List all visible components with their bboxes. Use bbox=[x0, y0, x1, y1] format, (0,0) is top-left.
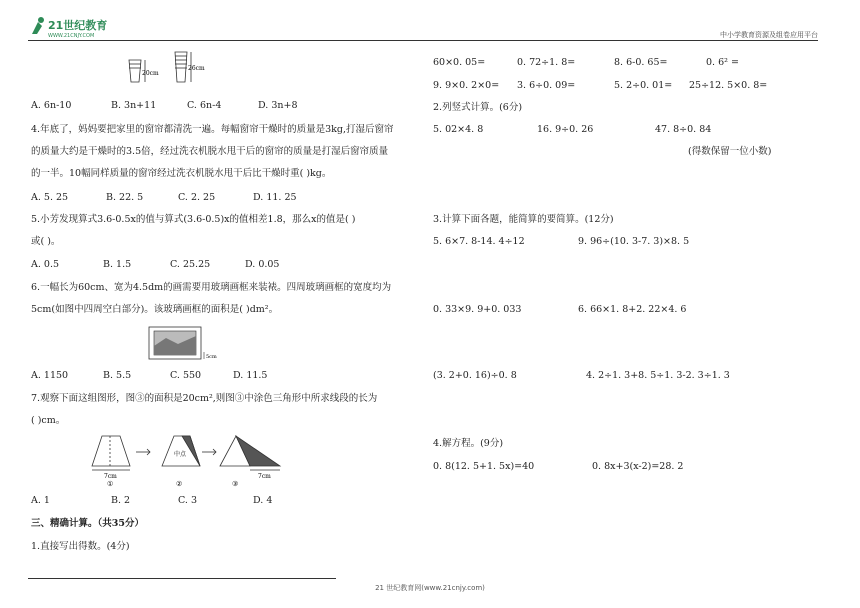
cups-figure bbox=[125, 48, 205, 94]
q5-line-2: 或( )。 bbox=[31, 236, 61, 247]
oral-1-1: 60×0. 05= bbox=[433, 57, 486, 68]
q3-option-b[interactable]: B. 3n+11 bbox=[111, 100, 157, 111]
q4-option-a[interactable]: A. 5. 25 bbox=[31, 192, 69, 203]
equation-2: 0. 8x+3(x-2)=28. 2 bbox=[592, 461, 684, 472]
q5-option-c[interactable]: C. 25.25 bbox=[170, 259, 211, 270]
footer-text: 21 世纪教育网(www.21cnjy.com) bbox=[375, 584, 485, 592]
vertical-note: (得数保留一位小数) bbox=[688, 146, 772, 157]
q5-line-1: 5.小芳发现算式3.6-0.5x的值与算式(3.6-0.5)x的值相差1.8，那么x的值是( ) bbox=[31, 214, 356, 225]
frame-figure bbox=[148, 326, 228, 366]
logo-text: 21世纪教育 bbox=[48, 19, 108, 32]
q4-option-b[interactable]: B. 22. 5 bbox=[106, 192, 144, 203]
footer-divider bbox=[28, 578, 336, 579]
vertical-2: 16. 9÷0. 26 bbox=[537, 124, 594, 135]
q4-option-c[interactable]: C. 2. 25 bbox=[178, 192, 216, 203]
calc-q1-title: 1.直接写出得数。(4分) bbox=[31, 541, 130, 552]
calc-q2-title: 2.列竖式计算。(6分) bbox=[433, 102, 523, 113]
oral-2-4: 25÷12. 5×0. 8= bbox=[689, 80, 768, 91]
q4-line-1: 4.年底了，妈妈要把家里的窗帘都清洗一遍。每幅窗帘干燥时的质量是3kg,打湿后窗帘 bbox=[31, 124, 394, 135]
q6-line-1: 6.一幅长为60cm、宽为4.5dm的画需要用玻璃画框来装裱。四周玻璃画框的宽度均为 bbox=[31, 282, 392, 293]
oral-2-3: 5. 2÷0. 01= bbox=[614, 80, 673, 91]
q6-option-c[interactable]: C. 550 bbox=[170, 370, 202, 381]
q7-option-d[interactable]: D. 4 bbox=[253, 495, 273, 506]
q7-option-b[interactable]: B. 2 bbox=[111, 495, 131, 506]
oral-2-1: 9. 9×0. 2×0= bbox=[433, 80, 500, 91]
q6-option-a[interactable]: A. 1150 bbox=[31, 370, 69, 381]
oral-1-3: 8. 6-0. 65= bbox=[614, 57, 668, 68]
q6-option-d[interactable]: D. 11.5 bbox=[233, 370, 268, 381]
q3-option-a[interactable]: A. 6n-10 bbox=[31, 100, 72, 111]
oral-2-2: 3. 6÷0. 09= bbox=[517, 80, 576, 91]
q7-option-c[interactable]: C. 3 bbox=[178, 495, 198, 506]
platform-name: 中小学教育资源及组卷应用平台 bbox=[720, 31, 818, 39]
q5-option-d[interactable]: D. 0.05 bbox=[245, 259, 280, 270]
simplify-5: (3. 2+0. 16)÷0. 8 bbox=[433, 370, 517, 381]
q4-line-2: 的质量大约是干燥时的3.5倍，经过洗衣机脱水甩干后的窗帘的质量是打湿后窗帘质量 bbox=[31, 146, 389, 157]
q3-option-c[interactable]: C. 6n-4 bbox=[187, 100, 222, 111]
q7-line-1: 7.观察下面这组图形，图③的面积是20cm²,则图③中涂色三角形中所求线段的长为 bbox=[31, 393, 378, 404]
q6-line-2: 5cm(如图中四周空白部分)。该玻璃画框的面积是( )dm²。 bbox=[31, 304, 279, 315]
shape1-number: ① bbox=[107, 480, 114, 488]
section-3-title: 三、精确计算。（共35分） bbox=[31, 518, 144, 529]
simplify-2: 9. 96÷(10. 3-7. 3)×8. 5 bbox=[578, 236, 690, 247]
logo-url: WWW.21CNJY.COM bbox=[48, 33, 95, 39]
shape3-number: ③ bbox=[232, 480, 239, 488]
q5-option-a[interactable]: A. 0.5 bbox=[31, 259, 60, 270]
shape2-label: 中点 bbox=[174, 451, 187, 458]
brand-logo bbox=[28, 14, 128, 40]
frame-label: 5cm bbox=[206, 354, 217, 360]
simplify-3: 0. 33×9. 9+0. 033 bbox=[433, 304, 522, 315]
equation-1: 0. 8(12. 5+1. 5x)=40 bbox=[433, 461, 535, 472]
cup-label-2: 26cm bbox=[188, 65, 205, 72]
q4-option-d[interactable]: D. 11. 25 bbox=[253, 192, 297, 203]
simplify-1: 5. 6×7. 8-14. 4÷12 bbox=[433, 236, 525, 247]
q7-option-a[interactable]: A. 1 bbox=[31, 495, 50, 506]
oral-1-2: 0. 72÷1. 8= bbox=[517, 57, 576, 68]
shape3-label: 7cm bbox=[258, 473, 271, 480]
simplify-6: 4. 2÷1. 3+8. 5÷1. 3-2. 3÷1. 3 bbox=[586, 370, 730, 381]
header-divider bbox=[28, 40, 818, 41]
calc-q4-title: 4.解方程。(9分) bbox=[433, 438, 504, 449]
shape2-number: ② bbox=[176, 480, 183, 488]
simplify-4: 6. 66×1. 8+2. 22×4. 6 bbox=[578, 304, 687, 315]
vertical-3: 47. 8÷0. 84 bbox=[655, 124, 712, 135]
q5-option-b[interactable]: B. 1.5 bbox=[103, 259, 132, 270]
q6-option-b[interactable]: B. 5.5 bbox=[103, 370, 132, 381]
q7-line-2: ( )cm。 bbox=[31, 415, 66, 426]
oral-1-4: 0. 6² = bbox=[706, 57, 739, 68]
shapes-figure bbox=[90, 432, 310, 492]
q3-option-d[interactable]: D. 3n+8 bbox=[258, 100, 298, 111]
cup-label-1: 20cm bbox=[142, 70, 159, 77]
shape1-label: 7cm bbox=[104, 473, 117, 480]
q4-line-3: 的一半。10幅同样质量的窗帘经过洗衣机脱水甩干后比干燥时重( )kg。 bbox=[31, 168, 332, 179]
calc-q3-title: 3.计算下面各题，能简算的要简算。(12分) bbox=[433, 214, 614, 225]
vertical-1: 5. 02×4. 8 bbox=[433, 124, 484, 135]
